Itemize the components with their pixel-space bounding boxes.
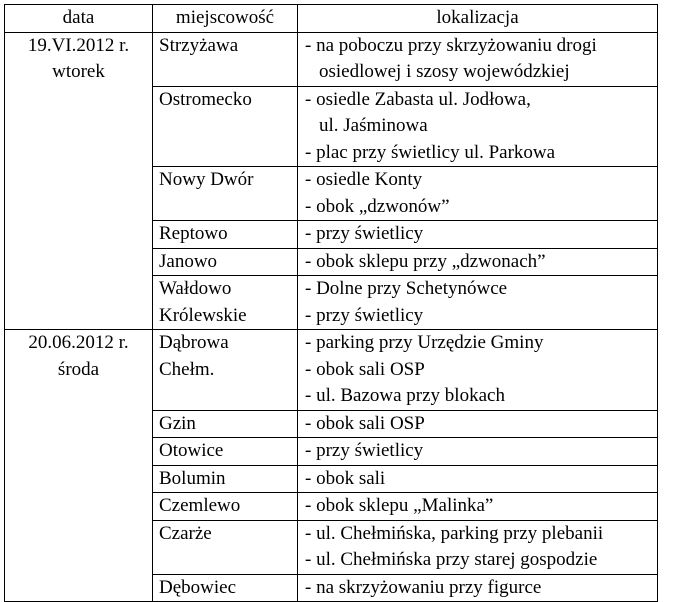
place-name: Dębowiec bbox=[159, 576, 237, 598]
table-row bbox=[5, 330, 658, 411]
location-cell bbox=[298, 248, 658, 276]
location-text: - ul. Chełmińska, parking przy plebanii bbox=[305, 522, 604, 544]
place-cell bbox=[153, 276, 298, 330]
location-cell bbox=[298, 167, 658, 221]
location-text: - osiedle Zabasta ul. Jodłowa, bbox=[305, 88, 531, 110]
place-cell bbox=[153, 410, 298, 438]
place-name: Ostromecko bbox=[159, 88, 252, 110]
location-text: - przy świetlicy bbox=[305, 223, 424, 244]
place-cell bbox=[153, 574, 298, 602]
date-text: 20.06.2012 r. bbox=[28, 332, 129, 353]
place-name: Królewskie bbox=[159, 304, 247, 326]
place-cell bbox=[153, 465, 298, 493]
header-location: lokalizacja bbox=[298, 5, 658, 33]
location-cell bbox=[298, 410, 658, 438]
location-text: ul. Jaśminowa bbox=[319, 115, 428, 136]
location-text: - Dolne przy Schetynówce bbox=[305, 278, 508, 299]
location-text: - na skrzyżowaniu przy figurce bbox=[305, 576, 542, 598]
location-text: - na poboczu przy skrzyżowaniu drogi bbox=[305, 34, 597, 56]
location-cell bbox=[298, 221, 658, 249]
date-cell bbox=[5, 32, 153, 330]
location-text: - osiedle Konty bbox=[305, 169, 423, 190]
location-text: - obok sali OSP bbox=[305, 412, 425, 434]
header-place: miejscowość bbox=[153, 5, 298, 33]
location-text: - obok „dzwonów” bbox=[305, 195, 450, 217]
header-date: data bbox=[5, 5, 153, 33]
location-text: - plac przy świetlicy ul. Parkowa bbox=[305, 141, 556, 163]
place-cell bbox=[153, 248, 298, 276]
location-text: - ul. Bazowa przy blokach bbox=[305, 385, 505, 406]
place-name: Gzin bbox=[159, 412, 196, 434]
day-text: wtorek bbox=[52, 61, 105, 82]
place-name: Nowy Dwór bbox=[159, 169, 254, 190]
location-cell bbox=[298, 32, 658, 86]
place-name: Strzyżawa bbox=[159, 34, 239, 56]
place-name: Otowice bbox=[159, 440, 224, 461]
location-cell bbox=[298, 465, 658, 493]
place-cell bbox=[153, 438, 298, 466]
location-text: - przy świetlicy bbox=[305, 440, 424, 461]
location-cell bbox=[298, 438, 658, 466]
place-cell bbox=[153, 520, 298, 574]
place-name: Bolumin bbox=[159, 467, 226, 489]
location-text: - obok sklepu „Malinka” bbox=[305, 495, 494, 516]
location-text: osiedlowej i szosy wojewódzkiej bbox=[319, 61, 570, 82]
location-cell bbox=[298, 330, 658, 411]
place-name: Chełm. bbox=[159, 358, 215, 380]
place-name: Dąbrowa bbox=[159, 332, 229, 353]
location-text: - obok sali OSP bbox=[305, 358, 425, 380]
place-name: Reptowo bbox=[159, 223, 228, 244]
location-text: - obok sali bbox=[305, 467, 386, 489]
location-text: - ul. Chełmińska przy starej gospodzie bbox=[305, 549, 598, 570]
table-row bbox=[5, 32, 658, 86]
header-row bbox=[5, 5, 658, 33]
location-cell bbox=[298, 86, 658, 167]
location-cell bbox=[298, 276, 658, 330]
location-text: - obok sklepu przy „dzwonach” bbox=[305, 250, 546, 272]
place-cell bbox=[153, 86, 298, 167]
schedule-body bbox=[5, 32, 658, 602]
date-text: 19.VI.2012 r. bbox=[27, 34, 130, 56]
place-name: Wałdowo bbox=[159, 278, 232, 299]
location-cell bbox=[298, 493, 658, 521]
day-text: środa bbox=[57, 358, 100, 380]
location-text: - przy świetlicy bbox=[305, 304, 424, 326]
location-text: - parking przy Urzędzie Gminy bbox=[305, 332, 544, 353]
place-name: Janowo bbox=[159, 250, 218, 272]
place-cell bbox=[153, 32, 298, 86]
place-name: Czarże bbox=[159, 522, 212, 544]
date-cell bbox=[5, 330, 153, 602]
place-name: Czemlewo bbox=[159, 495, 241, 516]
location-cell bbox=[298, 520, 658, 574]
schedule-table bbox=[4, 4, 658, 602]
place-cell bbox=[153, 167, 298, 221]
place-cell bbox=[153, 221, 298, 249]
location-cell bbox=[298, 574, 658, 602]
place-cell bbox=[153, 330, 298, 411]
place-cell bbox=[153, 493, 298, 521]
